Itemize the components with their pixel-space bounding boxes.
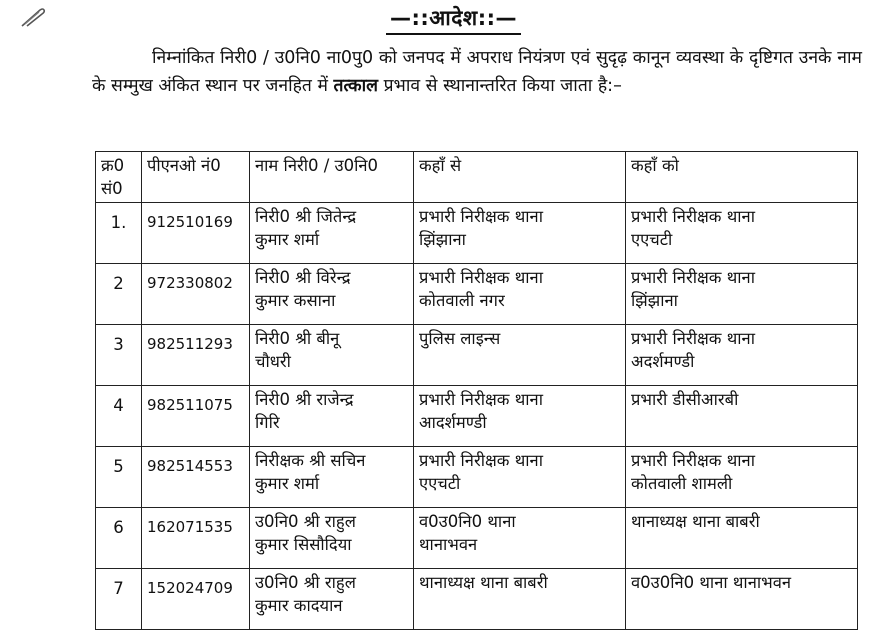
- paragraph-text-1: निम्नांकित निरी0 / उ0नि0 ना0पु0 को जनपद में अपराध नियंत्रण एवं सुदृढ़ कानून व्यवस्था के दृष्टिगत उनके नाम के सम्मुख अंकित स्थान पर जनहित में: [92, 48, 862, 96]
- cell-to-line2: एएचटी: [631, 230, 673, 249]
- cell-to-line2: झिंझाना: [631, 291, 678, 310]
- cell-pno: 982514553: [142, 447, 250, 508]
- cell-name-line2: गिरि: [255, 413, 280, 432]
- order-title: —::आदेश::—: [386, 4, 521, 35]
- cell-serial: 4: [96, 386, 142, 447]
- cell-from: [414, 264, 626, 325]
- cell-name-line2: चौधरी: [255, 352, 291, 371]
- cell-from-line2: झिंझाना: [419, 230, 466, 249]
- cell-name: [250, 203, 414, 264]
- cell-to-line1: व0उ0नि0 थाना थानाभवन: [631, 573, 792, 592]
- cell-serial: 7: [96, 569, 142, 630]
- cell-serial: 3: [96, 325, 142, 386]
- cell-from-line2: एएचटी: [419, 474, 461, 493]
- cell-to-line1: प्रभारी निरीक्षक थाना: [631, 207, 755, 226]
- table-row: [96, 569, 858, 630]
- cell-from-line2: थानाभवन: [419, 535, 478, 554]
- cell-pno: 912510169: [142, 203, 250, 264]
- header-serial: क्र0 सं0: [96, 152, 142, 203]
- cell-to: [626, 508, 858, 569]
- cell-serial: 5: [96, 447, 142, 508]
- cell-name: [250, 325, 414, 386]
- transfer-table: [95, 151, 858, 630]
- order-heading: [0, 4, 887, 35]
- cell-pno: 972330802: [142, 264, 250, 325]
- cell-pno: 152024709: [142, 569, 250, 630]
- cell-to: [626, 386, 858, 447]
- cell-serial: 6: [96, 508, 142, 569]
- cell-to-line1: प्रभारी डीसीआरबी: [631, 390, 739, 409]
- cell-to-line2: अदर्शमण्डी: [631, 352, 695, 371]
- cell-to: [626, 264, 858, 325]
- cell-name-line2: कुमार शर्मा: [255, 230, 320, 249]
- cell-from: [414, 447, 626, 508]
- header-pno: पीएनओ नं0: [142, 152, 250, 203]
- cell-name-line2: कुमार सिसौदिया: [255, 535, 352, 554]
- table-row: [96, 325, 858, 386]
- cell-from-line2: कोतवाली नगर: [419, 291, 505, 310]
- cell-serial: 1.: [96, 203, 142, 264]
- cell-from-line1: प्रभारी निरीक्षक थाना: [419, 268, 543, 287]
- cell-from: [414, 508, 626, 569]
- paragraph-text-2: प्रभाव से स्थानान्तरित किया जाता है:–: [378, 76, 622, 96]
- cell-to: [626, 569, 858, 630]
- cell-name-line2: कुमार कादयान: [255, 596, 343, 615]
- cell-pno: 982511293: [142, 325, 250, 386]
- cell-pno: 162071535: [142, 508, 250, 569]
- cell-name: [250, 264, 414, 325]
- header-name: नाम निरी0 / उ0नि0: [250, 152, 414, 203]
- cell-name-line2: कुमार शर्मा: [255, 474, 320, 493]
- cell-from: [414, 386, 626, 447]
- table-row: [96, 386, 858, 447]
- cell-name-line1: उ0नि0 श्री राहुल: [255, 573, 356, 592]
- cell-from: [414, 569, 626, 630]
- cell-from-line1: पुलिस लाइन्स: [419, 329, 501, 348]
- cell-to-line1: प्रभारी निरीक्षक थाना: [631, 268, 755, 287]
- table-row: [96, 447, 858, 508]
- cell-from-line1: व0उ0नि0 थाना: [419, 512, 516, 531]
- cell-name: [250, 447, 414, 508]
- table-row: [96, 203, 858, 264]
- table-header-row: [96, 152, 858, 203]
- header-from: कहाँ से: [414, 152, 626, 203]
- cell-name-line1: निरी0 श्री विरेन्द्र: [255, 268, 351, 287]
- cell-pno: 982511075: [142, 386, 250, 447]
- table-row: [96, 264, 858, 325]
- cell-name: [250, 569, 414, 630]
- cell-to: [626, 325, 858, 386]
- cell-from-line2: आदर्शमण्डी: [419, 413, 487, 432]
- cell-to-line1: प्रभारी निरीक्षक थाना: [631, 451, 755, 470]
- cell-to: [626, 447, 858, 508]
- table-row: [96, 508, 858, 569]
- cell-to-line2: कोतवाली शामली: [631, 474, 733, 493]
- paragraph-emphasis: तत्काल: [333, 76, 379, 96]
- cell-serial: 2: [96, 264, 142, 325]
- cell-name: [250, 386, 414, 447]
- cell-name-line2: कुमार कसाना: [255, 291, 336, 310]
- cell-name-line1: उ0नि0 श्री राहुल: [255, 512, 356, 531]
- cell-from: [414, 325, 626, 386]
- cell-to-line1: थानाध्यक्ष थाना बाबरी: [631, 512, 760, 531]
- cell-from-line1: थानाध्यक्ष थाना बाबरी: [419, 573, 548, 592]
- cell-from-line1: प्रभारी निरीक्षक थाना: [419, 207, 543, 226]
- cell-name-line1: निरी0 श्री राजेन्द्र: [255, 390, 354, 409]
- cell-to: [626, 203, 858, 264]
- cell-name-line1: निरी0 श्री जितेन्द्र: [255, 207, 357, 226]
- cell-name-line1: निरीक्षक श्री सचिन: [255, 451, 366, 470]
- order-paragraph: [92, 44, 862, 100]
- cell-name-line1: निरी0 श्री बीनू: [255, 329, 340, 348]
- cell-from-line1: प्रभारी निरीक्षक थाना: [419, 390, 543, 409]
- cell-from-line1: प्रभारी निरीक्षक थाना: [419, 451, 543, 470]
- cell-from: [414, 203, 626, 264]
- cell-to-line1: प्रभारी निरीक्षक थाना: [631, 329, 755, 348]
- header-to: कहाँ को: [626, 152, 858, 203]
- cell-name: [250, 508, 414, 569]
